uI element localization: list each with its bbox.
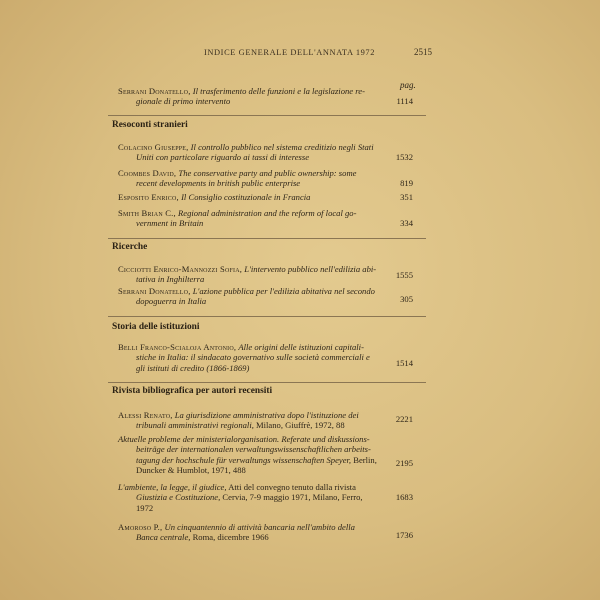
divider	[108, 382, 426, 383]
entry-page: 819	[400, 178, 413, 188]
index-entry: Serrani Donatello, L'azione pubblica per l'edilizia abitativa nel secondo dopoguerra in Italia	[118, 286, 375, 307]
index-entry: Colacino Giuseppe, Il controllo pubblico nel sistema creditizio negli Stati Uniti con particolare riguardo ai tassi di interesse	[118, 142, 374, 163]
section-title: Resoconti stranieri	[112, 120, 188, 130]
section-title: Rivista bibliografica per autori recensiti	[112, 386, 273, 396]
index-entry: Aktuelle probleme der ministerialorganisation. Referate und diskussions- beiträge der internationalen verwaltungswissenschaftlichen arbeits- tagung der hochschule für verwaltungs wissenschaften Speyer, Berlin, Duncker & Humblot, 1971, 488	[118, 434, 377, 476]
entry-page: 2221	[395, 414, 413, 424]
entry-page: 1532	[395, 152, 413, 162]
entry-page: 1683	[395, 492, 413, 502]
index-entry: Amoroso P., Un cinquantennio di attività bancaria nell'ambito della Banca centrale, Roma, dicembre 1966	[118, 522, 355, 543]
divider	[108, 238, 426, 239]
index-entry: Alessi Renato, La giurisdizione amministrativa dopo l'istituzione dei tribunali amministrativi regionali, Milano, Giuffrè, 1972, 88	[118, 410, 359, 431]
entry-page: 2195	[395, 458, 413, 468]
index-entry: Smith Brian C., Regional administration and the reform of local go- vernment in Britain	[118, 208, 357, 229]
running-header: INDICE GENERALE DELL'ANNATA 1972	[204, 48, 375, 57]
index-entry: Esposito Enrico, Il Consiglio costituzionale in Francia	[118, 192, 311, 202]
index-entry: L'ambiente, la legge, il giudice, Atti del convegno tenuto dalla rivista Giustizia e Costituzione, Cervia, 7-9 maggio 1971, Milano, Ferro, 1972	[118, 482, 363, 513]
entry-page: 1555	[395, 270, 413, 280]
page-number: 2515	[414, 47, 432, 57]
divider	[108, 115, 426, 116]
entry-page: 1114	[396, 96, 413, 106]
entry-page: 1736	[395, 530, 413, 540]
index-entry: Belli Franco-Scialoja Antonio, Alle origini delle istituzioni capitali- stiche in Italia: il sindacato governativo sulle società commerciali e gli istituti di credito (1866-1869)	[118, 342, 370, 373]
entry-page: 334	[400, 218, 413, 228]
index-entry: Cicciotti Enrico-Mannozzi Sofia, L'intervento pubblico nell'edilizia abi- tativa in Inghilterra	[118, 264, 377, 285]
pag-label: pag.	[400, 80, 416, 90]
section-title: Ricerche	[112, 242, 148, 252]
entry-page: 305	[400, 294, 413, 304]
index-entry: Coombes David, The conservative party and public ownership: some recent developments in british public enterprise	[118, 168, 357, 189]
entry-page: 351	[400, 192, 413, 202]
entry-page: 1514	[395, 358, 413, 368]
index-entry: Serrani Donatello, Il trasferimento delle funzioni e la legislazione re- gionale di primo intervento	[118, 86, 365, 107]
section-title: Storia delle istituzioni	[112, 322, 200, 332]
divider	[108, 316, 426, 317]
